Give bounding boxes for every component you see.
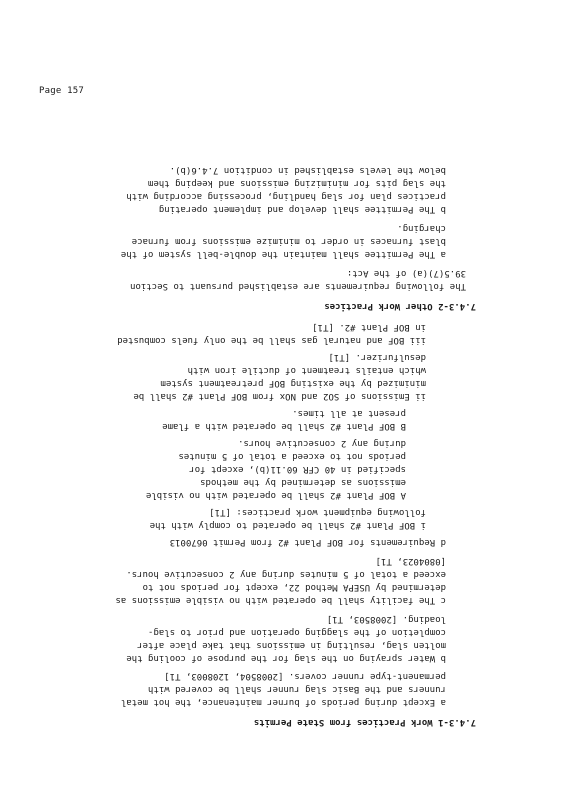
- body-line: exceed a total of 5 minutes during any 2 consecutive hours.: [126, 569, 446, 579]
- body-line: a The Permittee shall maintain the double-bell system of the: [120, 249, 446, 259]
- body-line: minimized by the existing BOF pretreatment system: [160, 378, 426, 388]
- body-line: determined by USEPA Method 22, except for periods not to: [142, 582, 446, 592]
- body-line: 39.5(7)(a) of the Act:: [346, 268, 466, 278]
- body-line: emissions as determined by the methods: [200, 477, 406, 487]
- body-line: in BOF Plant #2. [T1]: [312, 322, 426, 332]
- body-line: permanent-type runner covers. [2008504, 1208003, T1]: [164, 671, 446, 681]
- body-line: practices plan for slag handling, processing according with: [126, 191, 446, 201]
- body-line: the slag pits for minimizing emissions and keeping them: [147, 178, 446, 188]
- body-line: d Requirements for BOF Plant #2 from Permit 0670013: [169, 537, 446, 547]
- body-line: completion of the slagging operation and prior to slag-: [147, 627, 446, 637]
- body-line: during any 2 consecutive hours.: [238, 438, 406, 448]
- body-line: desulfurizer. [T1]: [328, 352, 426, 362]
- body-line: The following requirements are established pursuant to Section: [130, 281, 466, 291]
- body-line: iii BOF and natural gas shall be the only fuels combusted: [117, 335, 426, 345]
- body-line: i BOF Plant #2 shall be operated to comply with the: [149, 520, 426, 530]
- body-line: a Except during periods of burner maintenance, the hot metal: [120, 697, 446, 707]
- body-line: charging.: [397, 223, 446, 233]
- body-line: B BOF Plant #2 shall be operated with a flame: [162, 421, 406, 431]
- section-heading: 7.4.3-2 Other Work Practices: [324, 301, 476, 311]
- section-heading: 7.4.3-1 Work Practices from State Permits: [253, 717, 476, 727]
- body-line: runners and the Basic slag runner shall be covered with: [147, 684, 446, 694]
- body-line: blast furnaces in order to minimize emissions from furnace: [131, 236, 446, 246]
- page-number: Page 157: [39, 86, 84, 96]
- body-line: ii Emissions of SO2 and NOx from BOF Plant #2 shall be: [133, 391, 426, 401]
- body-line: present at all times.: [292, 408, 406, 418]
- body-line: specified in 40 CFR 60.11(b), except for: [189, 464, 406, 474]
- body-line: b The Permittee shall develop and implement operating: [158, 204, 446, 214]
- body-line: following equipment work practices: [T1]: [209, 507, 426, 517]
- body-line: [0804023, T1]: [375, 556, 446, 566]
- body-line: periods not to exceed a total of 5 minutes: [178, 451, 406, 461]
- body-line: molten slag, resulting in emissions that take place after: [137, 640, 446, 650]
- body-line: b Water spraying on the slag for the purpose of cooling the: [126, 653, 446, 663]
- body-line: below the levels established in condition 7.4.6(b).: [169, 165, 446, 175]
- body-line: c The facility shall be operated with no visible emissions as: [115, 595, 446, 605]
- body-line: loading. [2008503, T1]: [326, 614, 446, 624]
- body-line: A BOF Plant #2 shall be operated with no visible: [145, 490, 406, 500]
- body-line: which entails treatment of ductile iron with: [187, 365, 426, 375]
